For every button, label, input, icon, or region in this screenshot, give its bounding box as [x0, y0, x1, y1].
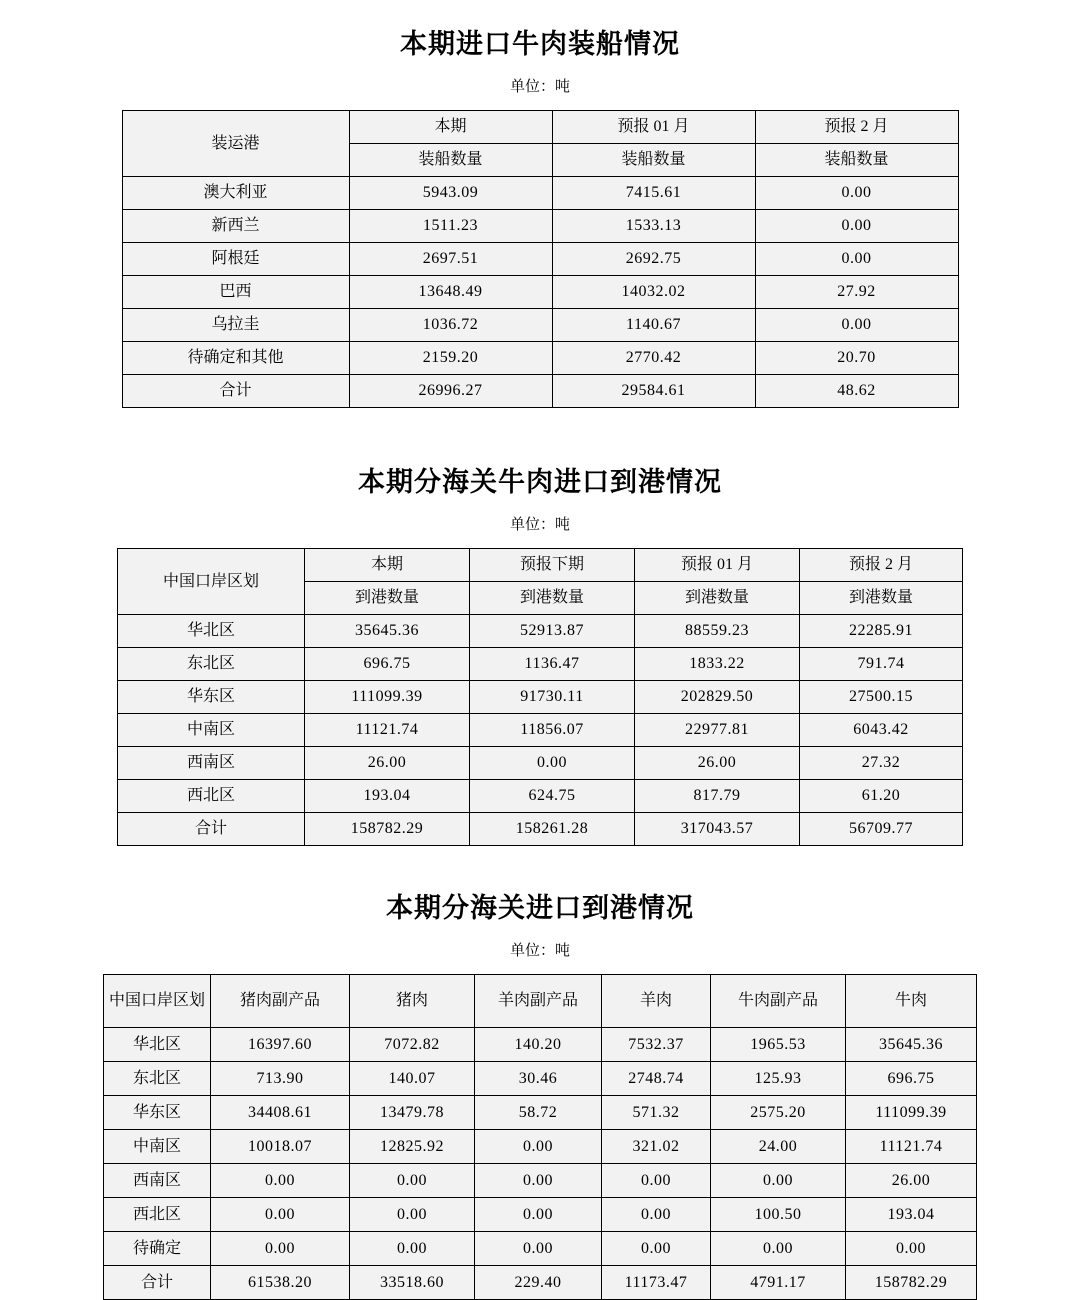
section-3-unit: 单位：吨 — [509, 943, 570, 959]
cell-value: 0.00 — [350, 1198, 475, 1232]
cell-value: 88559.23 — [635, 615, 800, 648]
column-header-forecast-feb: 预报 2 月 — [800, 549, 963, 582]
section-beef-arrival-by-customs — [0, 460, 1080, 846]
cell-value: 26.00 — [846, 1164, 977, 1198]
cell-value: 27.32 — [800, 747, 963, 780]
subheader-shipment-qty-1: 装船数量 — [349, 144, 552, 177]
row-label: 待确定和其他 — [122, 342, 349, 375]
cell-value: 33518.60 — [350, 1266, 475, 1300]
cell-value: 0.00 — [475, 1130, 602, 1164]
table-row — [118, 747, 963, 780]
section-3-title: 本期分海关进口到港情况 — [386, 893, 694, 923]
row-label: 待确定 — [104, 1232, 211, 1266]
column-header-mutton: 羊肉 — [602, 975, 711, 1028]
cell-value: 11121.74 — [846, 1130, 977, 1164]
cell-value: 4791.17 — [711, 1266, 846, 1300]
cell-value: 0.00 — [846, 1232, 977, 1266]
cell-value: 713.90 — [211, 1062, 350, 1096]
table-row — [122, 243, 958, 276]
table-row — [104, 1164, 977, 1198]
table-body — [122, 177, 958, 408]
cell-value: 0.00 — [755, 309, 958, 342]
beef-shipment-table — [122, 110, 959, 408]
subheader-shipment-qty-3: 装船数量 — [755, 144, 958, 177]
cell-value: 140.20 — [475, 1028, 602, 1062]
cell-value: 2697.51 — [349, 243, 552, 276]
cell-value: 1511.23 — [349, 210, 552, 243]
subheader-shipment-qty-2: 装船数量 — [552, 144, 755, 177]
cell-value: 2692.75 — [552, 243, 755, 276]
cell-value: 0.00 — [475, 1232, 602, 1266]
column-header-pork: 猪肉 — [350, 975, 475, 1028]
cell-value: 0.00 — [711, 1232, 846, 1266]
table-row — [104, 1198, 977, 1232]
cell-value: 5943.09 — [349, 177, 552, 210]
row-label: 东北区 — [104, 1062, 211, 1096]
cell-value: 35645.36 — [846, 1028, 977, 1062]
table-row — [104, 1130, 977, 1164]
cell-value: 158782.29 — [846, 1266, 977, 1300]
column-header-forecast-feb: 预报 2 月 — [755, 111, 958, 144]
table-header-row-1 — [122, 111, 958, 144]
cell-value: 0.00 — [755, 177, 958, 210]
table-row — [118, 615, 963, 648]
cell-value: 1136.47 — [470, 648, 635, 681]
cell-value: 22977.81 — [635, 714, 800, 747]
table-row — [122, 177, 958, 210]
cell-value: 48.62 — [755, 375, 958, 408]
cell-value: 158261.28 — [470, 813, 635, 846]
cell-value: 0.00 — [350, 1164, 475, 1198]
cell-value: 34408.61 — [211, 1096, 350, 1130]
row-label: 华东区 — [118, 681, 305, 714]
cell-value: 1140.67 — [552, 309, 755, 342]
row-label: 合计 — [118, 813, 305, 846]
cell-value: 2159.20 — [349, 342, 552, 375]
section-1-unit: 单位：吨 — [509, 79, 570, 95]
table-head — [122, 111, 958, 177]
arrival-by-product-table — [103, 974, 977, 1300]
table-head — [118, 549, 963, 615]
column-header-beef-offal: 牛肉副产品 — [711, 975, 846, 1028]
table-row — [122, 210, 958, 243]
cell-value: 2575.20 — [711, 1096, 846, 1130]
cell-value: 1533.13 — [552, 210, 755, 243]
cell-value: 10018.07 — [211, 1130, 350, 1164]
subheader-arrival-qty-2: 到港数量 — [470, 582, 635, 615]
cell-value: 696.75 — [305, 648, 470, 681]
row-label: 乌拉圭 — [122, 309, 349, 342]
cell-value: 140.07 — [350, 1062, 475, 1096]
table-row — [122, 342, 958, 375]
row-label: 西南区 — [118, 747, 305, 780]
cell-value: 0.00 — [475, 1198, 602, 1232]
table-row — [122, 276, 958, 309]
cell-value: 26.00 — [635, 747, 800, 780]
cell-value: 29584.61 — [552, 375, 755, 408]
row-label: 中南区 — [118, 714, 305, 747]
subheader-arrival-qty-4: 到港数量 — [800, 582, 963, 615]
cell-value: 52913.87 — [470, 615, 635, 648]
row-label: 西南区 — [104, 1164, 211, 1198]
table-row — [118, 681, 963, 714]
cell-value: 1965.53 — [711, 1028, 846, 1062]
cell-value: 2748.74 — [602, 1062, 711, 1096]
table-head — [104, 975, 977, 1028]
cell-value: 0.00 — [350, 1232, 475, 1266]
cell-value: 193.04 — [846, 1198, 977, 1232]
subheader-arrival-qty-1: 到港数量 — [305, 582, 470, 615]
cell-value: 0.00 — [755, 210, 958, 243]
row-label: 澳大利亚 — [122, 177, 349, 210]
cell-value: 317043.57 — [635, 813, 800, 846]
table-row — [104, 1028, 977, 1062]
cell-value: 26996.27 — [349, 375, 552, 408]
cell-value: 13648.49 — [349, 276, 552, 309]
cell-value: 0.00 — [602, 1232, 711, 1266]
table-row — [104, 1062, 977, 1096]
cell-value: 791.74 — [800, 648, 963, 681]
subheader-arrival-qty-3: 到港数量 — [635, 582, 800, 615]
cell-value: 321.02 — [602, 1130, 711, 1164]
table-row — [118, 780, 963, 813]
cell-value: 193.04 — [305, 780, 470, 813]
column-header-port: 装运港 — [122, 111, 349, 177]
cell-value: 0.00 — [602, 1198, 711, 1232]
cell-value: 0.00 — [475, 1164, 602, 1198]
table-row-total — [122, 375, 958, 408]
section-1-title: 本期进口牛肉装船情况 — [400, 29, 680, 59]
cell-value: 571.32 — [602, 1096, 711, 1130]
column-header-port-region: 中国口岸区划 — [118, 549, 305, 615]
cell-value: 202829.50 — [635, 681, 800, 714]
cell-value: 56709.77 — [800, 813, 963, 846]
cell-value: 0.00 — [755, 243, 958, 276]
cell-value: 11856.07 — [470, 714, 635, 747]
cell-value: 0.00 — [470, 747, 635, 780]
cell-value: 6043.42 — [800, 714, 963, 747]
column-header-forecast-jan: 预报 01 月 — [552, 111, 755, 144]
cell-value: 13479.78 — [350, 1096, 475, 1130]
section-arrival-by-product — [0, 886, 1080, 1300]
cell-value: 1833.22 — [635, 648, 800, 681]
cell-value: 27500.15 — [800, 681, 963, 714]
cell-value: 16397.60 — [211, 1028, 350, 1062]
cell-value: 229.40 — [475, 1266, 602, 1300]
cell-value: 35645.36 — [305, 615, 470, 648]
column-header-current: 本期 — [305, 549, 470, 582]
row-label: 合计 — [104, 1266, 211, 1300]
cell-value: 24.00 — [711, 1130, 846, 1164]
cell-value: 22285.91 — [800, 615, 963, 648]
row-label: 新西兰 — [122, 210, 349, 243]
column-header-forecast-jan: 预报 01 月 — [635, 549, 800, 582]
row-label: 华北区 — [118, 615, 305, 648]
cell-value: 0.00 — [211, 1198, 350, 1232]
cell-value: 0.00 — [602, 1164, 711, 1198]
table-row — [118, 714, 963, 747]
section-2-unit: 单位：吨 — [509, 517, 570, 533]
section-beef-shipment — [0, 22, 1080, 408]
cell-value: 0.00 — [711, 1164, 846, 1198]
table-body — [118, 615, 963, 846]
cell-value: 696.75 — [846, 1062, 977, 1096]
row-label: 华北区 — [104, 1028, 211, 1062]
column-header-forecast-next: 预报下期 — [470, 549, 635, 582]
beef-arrival-table — [117, 548, 963, 846]
column-header-port-region: 中国口岸区划 — [104, 975, 211, 1028]
table-row — [104, 1232, 977, 1266]
row-label: 华东区 — [104, 1096, 211, 1130]
cell-value: 111099.39 — [305, 681, 470, 714]
cell-value: 0.00 — [211, 1164, 350, 1198]
cell-value: 14032.02 — [552, 276, 755, 309]
cell-value: 58.72 — [475, 1096, 602, 1130]
cell-value: 91730.11 — [470, 681, 635, 714]
cell-value: 27.92 — [755, 276, 958, 309]
cell-value: 817.79 — [635, 780, 800, 813]
cell-value: 7415.61 — [552, 177, 755, 210]
cell-value: 20.70 — [755, 342, 958, 375]
cell-value: 26.00 — [305, 747, 470, 780]
table-header-row — [104, 975, 977, 1028]
cell-value: 61538.20 — [211, 1266, 350, 1300]
table-row — [118, 648, 963, 681]
row-label: 东北区 — [118, 648, 305, 681]
table-row-total — [104, 1266, 977, 1300]
column-header-pork-offal: 猪肉副产品 — [211, 975, 350, 1028]
row-label: 中南区 — [104, 1130, 211, 1164]
cell-value: 111099.39 — [846, 1096, 977, 1130]
table-header-row-1 — [118, 549, 963, 582]
cell-value: 0.00 — [211, 1232, 350, 1266]
table-row — [104, 1096, 977, 1130]
column-header-beef: 牛肉 — [846, 975, 977, 1028]
row-label: 巴西 — [122, 276, 349, 309]
cell-value: 158782.29 — [305, 813, 470, 846]
column-header-mutton-offal: 羊肉副产品 — [475, 975, 602, 1028]
cell-value: 7072.82 — [350, 1028, 475, 1062]
cell-value: 11121.74 — [305, 714, 470, 747]
cell-value: 30.46 — [475, 1062, 602, 1096]
table-row-total — [118, 813, 963, 846]
cell-value: 2770.42 — [552, 342, 755, 375]
row-label: 阿根廷 — [122, 243, 349, 276]
column-header-current: 本期 — [349, 111, 552, 144]
cell-value: 624.75 — [470, 780, 635, 813]
cell-value: 1036.72 — [349, 309, 552, 342]
row-label: 西北区 — [104, 1198, 211, 1232]
cell-value: 61.20 — [800, 780, 963, 813]
cell-value: 12825.92 — [350, 1130, 475, 1164]
cell-value: 7532.37 — [602, 1028, 711, 1062]
row-label: 合计 — [122, 375, 349, 408]
section-2-title: 本期分海关牛肉进口到港情况 — [358, 467, 722, 497]
table-row — [122, 309, 958, 342]
cell-value: 100.50 — [711, 1198, 846, 1232]
cell-value: 125.93 — [711, 1062, 846, 1096]
cell-value: 11173.47 — [602, 1266, 711, 1300]
table-body — [104, 1028, 977, 1300]
row-label: 西北区 — [118, 780, 305, 813]
